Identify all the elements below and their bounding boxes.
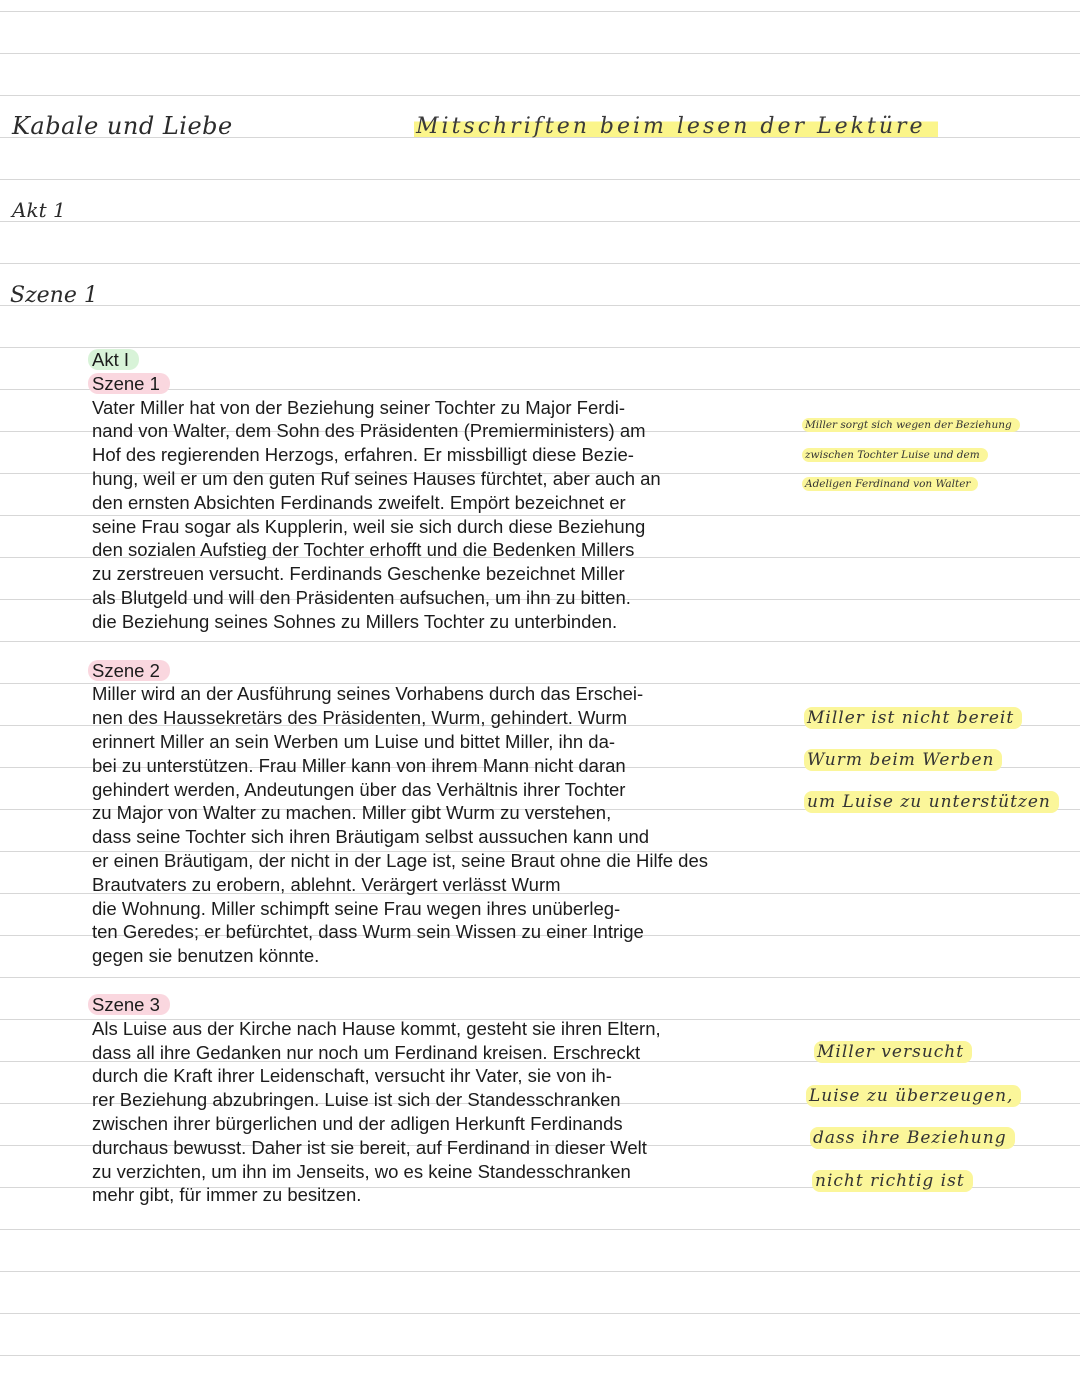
handwritten-akt-label: Akt 1: [12, 198, 66, 222]
margin-note-s2-line2: Wurm beim Werben: [804, 749, 1002, 771]
scene-3-block: [92, 993, 792, 1207]
scene-1-block: [92, 372, 792, 634]
scene-2-heading: Szene 2: [88, 660, 170, 681]
margin-note-s3-line1: Miller versucht: [814, 1041, 972, 1063]
scene-2-text: Miller wird an der Ausführung seines Vorhabens durch das Erschei- nen des Haussekretärs des Präsidenten, Wurm, gehindert. Wurm erinnert Miller an sein Werben um Luise und bittet Miller, ihn da- bei zu unterstützen. Frau Miller kann von ihrem Mann nicht daran gehindert werden, Andeutungen über das Verhältnis ihrer Tochter zu Major von Walter zu machen. Miller gibt Wurm zu verstehen, dass seine Tochter sich ihren Bräutigam selbst aussuchen kann und er einen Bräutigam, der nicht in der Lage ist, seine Braut ohne die Hilfe des Brautvaters zu erobern, ablehnt. Verärgert verlässt Wurm die Wohnung. Miller schimpft seine Frau wegen ihres unüberleg- ten Geredes; er befürchtet, dass Wurm sein Wissen zu einer Intrige gegen sie benutzen könnte.: [92, 683, 709, 967]
handwritten-subtitle: Mitschriften beim lesen der Lektüre: [414, 114, 938, 139]
margin-note-s1-line2: zwischen Tochter Luise und dem: [802, 448, 988, 462]
handwritten-title: Kabale und Liebe: [12, 112, 233, 140]
margin-note-s1-line1: Miller sorgt sich wegen der Beziehung: [802, 418, 1020, 432]
summary-document: [92, 348, 792, 1207]
margin-note-s2-line3: um Luise zu unterstützen: [804, 791, 1059, 813]
scene-2-block: [92, 659, 792, 968]
margin-note-s3-line4: nicht richtig ist: [812, 1170, 973, 1192]
margin-note-s2-line1: Miller ist nicht bereit: [804, 707, 1022, 729]
margin-note-s1-line3: Adeligen Ferdinand von Walter: [802, 477, 978, 491]
handwritten-szene-label: Szene 1: [10, 283, 98, 308]
scene-3-text: Als Luise aus der Kirche nach Hause kommt, gesteht sie ihren Eltern, dass all ihre Gedanken nur noch um Ferdinand kreisen. Erschreckt durch die Kraft ihrer Leidenschaft, versucht ihr Vater, sie von ih- rer Beziehung abzubringen. Luise ist sich der Standesschranken zwischen ihrer bürgerlichen und der adligen Herkunft Ferdinands durchaus bewusst. Daher ist sie bereit, auf Ferdinand in dieser Welt zu verzichten, um ihn im Jenseits, wo es keine Standesschranken mehr gibt, für immer zu besitzen.: [92, 1017, 661, 1206]
scene-3-heading: Szene 3: [88, 994, 170, 1015]
margin-note-s3-line3: dass ihre Beziehung: [810, 1127, 1015, 1149]
scene-1-heading: Szene 1: [88, 373, 170, 394]
akt-heading: Akt I: [88, 349, 139, 370]
margin-note-s3-line2: Luise zu überzeugen,: [806, 1085, 1021, 1107]
scene-1-text: Vater Miller hat von der Beziehung seiner Tochter zu Major Ferdi- nand von Walter, dem Sohn des Präsidenten (Premierministers) am Hof des regierenden Herzogs, erfahren. Er missbilligt diese Bezie- hung, weil er um den guten Ruf seines Hauses fürchtet, aber auch an den ernsten Absichten Ferdinands zweifelt. Empört bezeichnet er seine Frau sogar als Kupplerin, weil sie sich durch diese Beziehung den sozialen Aufstieg der Tochter erhofft und die Bedenken Millers zu zerstreuen versucht. Ferdinands Geschenke bezeichnet Miller als Blutgeld und will den Präsidenten aufsuchen, um ihn zu bitten. die Beziehung seines Sohnes zu Millers Tochter zu unterbinden.: [92, 396, 661, 632]
